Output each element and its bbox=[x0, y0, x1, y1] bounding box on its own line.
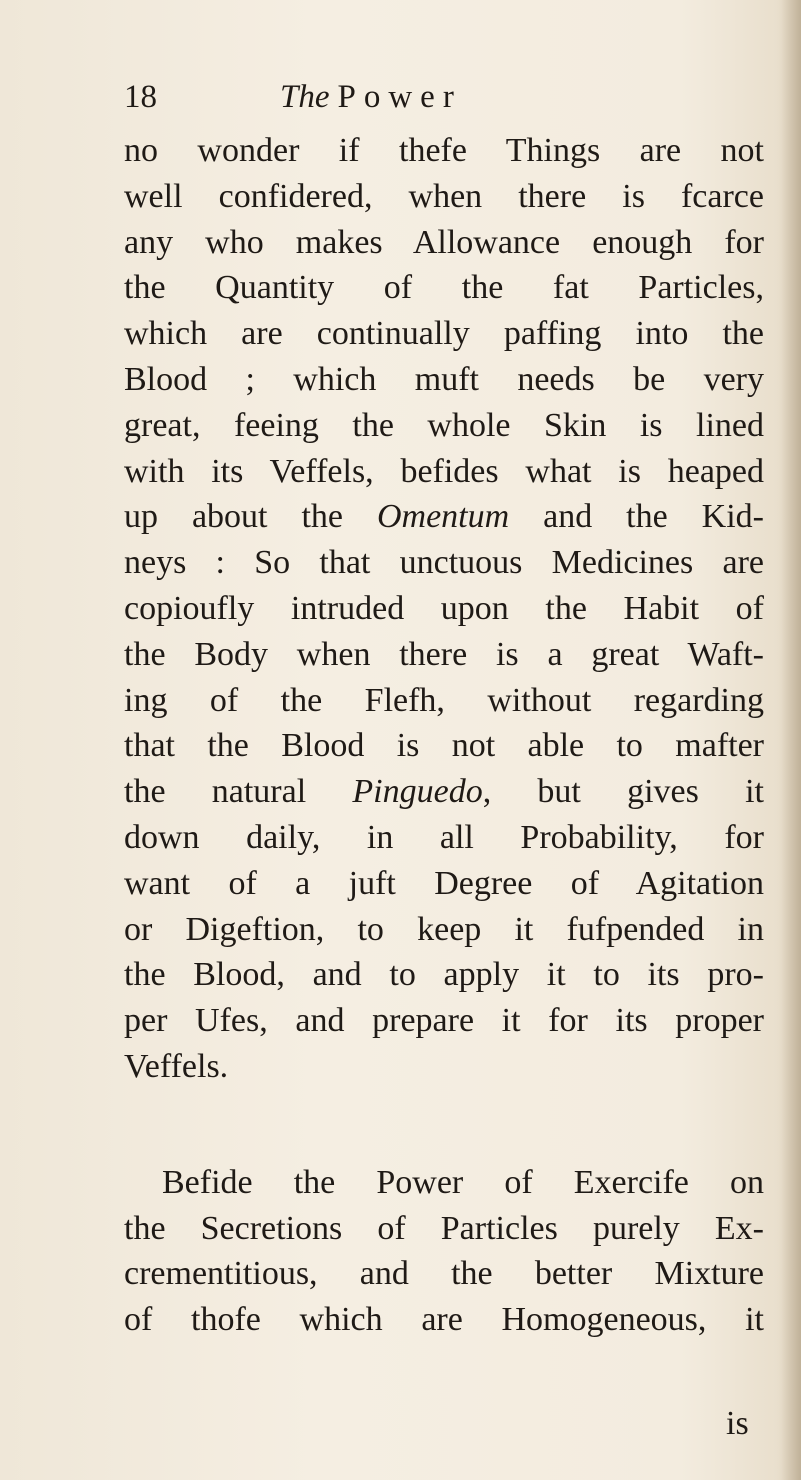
text-line bbox=[124, 769, 764, 815]
text-line: well confidered, when there is fcarce bbox=[124, 177, 764, 215]
text-segment: up about the bbox=[124, 498, 377, 536]
text-line: Blood ; which muft needs be very bbox=[124, 360, 764, 398]
text-line: which are continually paffing into the bbox=[124, 315, 764, 353]
text-line: of thofe which are Homogeneous, it bbox=[124, 1301, 764, 1339]
text-line: or Digeftion, to keep it fufpended in bbox=[124, 910, 764, 948]
text-line: the Secretions of Particles purely Ex- bbox=[124, 1209, 764, 1247]
text-line: great, feeing the whole Skin is lined bbox=[124, 406, 764, 444]
running-title bbox=[280, 74, 462, 120]
text-segment: and the Kid- bbox=[509, 498, 765, 536]
running-title-power: Power bbox=[337, 79, 462, 115]
text-line: neys : So that unctuous Medicines are bbox=[124, 544, 764, 582]
text-line: any who makes Allowance enough for bbox=[124, 223, 764, 261]
text-line: that the Blood is not able to mafter bbox=[124, 727, 764, 765]
italic-term-pinguedo: Pinguedo bbox=[352, 773, 483, 811]
text-line: want of a juft Degree of Agitation bbox=[124, 864, 764, 902]
text-line: crementitious, and the better Mixture bbox=[124, 1255, 764, 1293]
text-line: the Body when there is a great Waft- bbox=[124, 635, 764, 673]
text-line: copioufly intruded upon the Habit of bbox=[124, 589, 764, 627]
running-title-the: The bbox=[280, 79, 330, 115]
text-line: with its Veffels, befides what is heaped bbox=[124, 452, 764, 490]
text-line: Befide the Power of Exercife on bbox=[162, 1163, 764, 1201]
paragraph-gap bbox=[124, 1090, 764, 1160]
text-line: Veffels. bbox=[124, 1047, 229, 1085]
text-line: per Ufes, and prepare it for its proper bbox=[124, 1002, 764, 1040]
text-line bbox=[124, 494, 764, 540]
text-line: the Blood, and to apply it to its pro- bbox=[124, 956, 764, 994]
page-number: 18 bbox=[124, 79, 157, 115]
text-line: ing of the Flefh, without regarding bbox=[124, 681, 764, 719]
text-segment: , but gives it bbox=[482, 773, 764, 811]
text-line: down daily, in all Probability, for bbox=[124, 818, 764, 856]
text-line: no wonder if thefe Things are not bbox=[124, 132, 764, 169]
body-text bbox=[124, 128, 764, 1343]
text-segment: the natural bbox=[124, 773, 353, 811]
catchword: is bbox=[726, 1405, 749, 1442]
italic-term-omentum: Omentum bbox=[376, 498, 510, 536]
page-edge-shadow bbox=[781, 0, 801, 1480]
text-line: the Quantity of the fat Particles, bbox=[124, 269, 764, 307]
